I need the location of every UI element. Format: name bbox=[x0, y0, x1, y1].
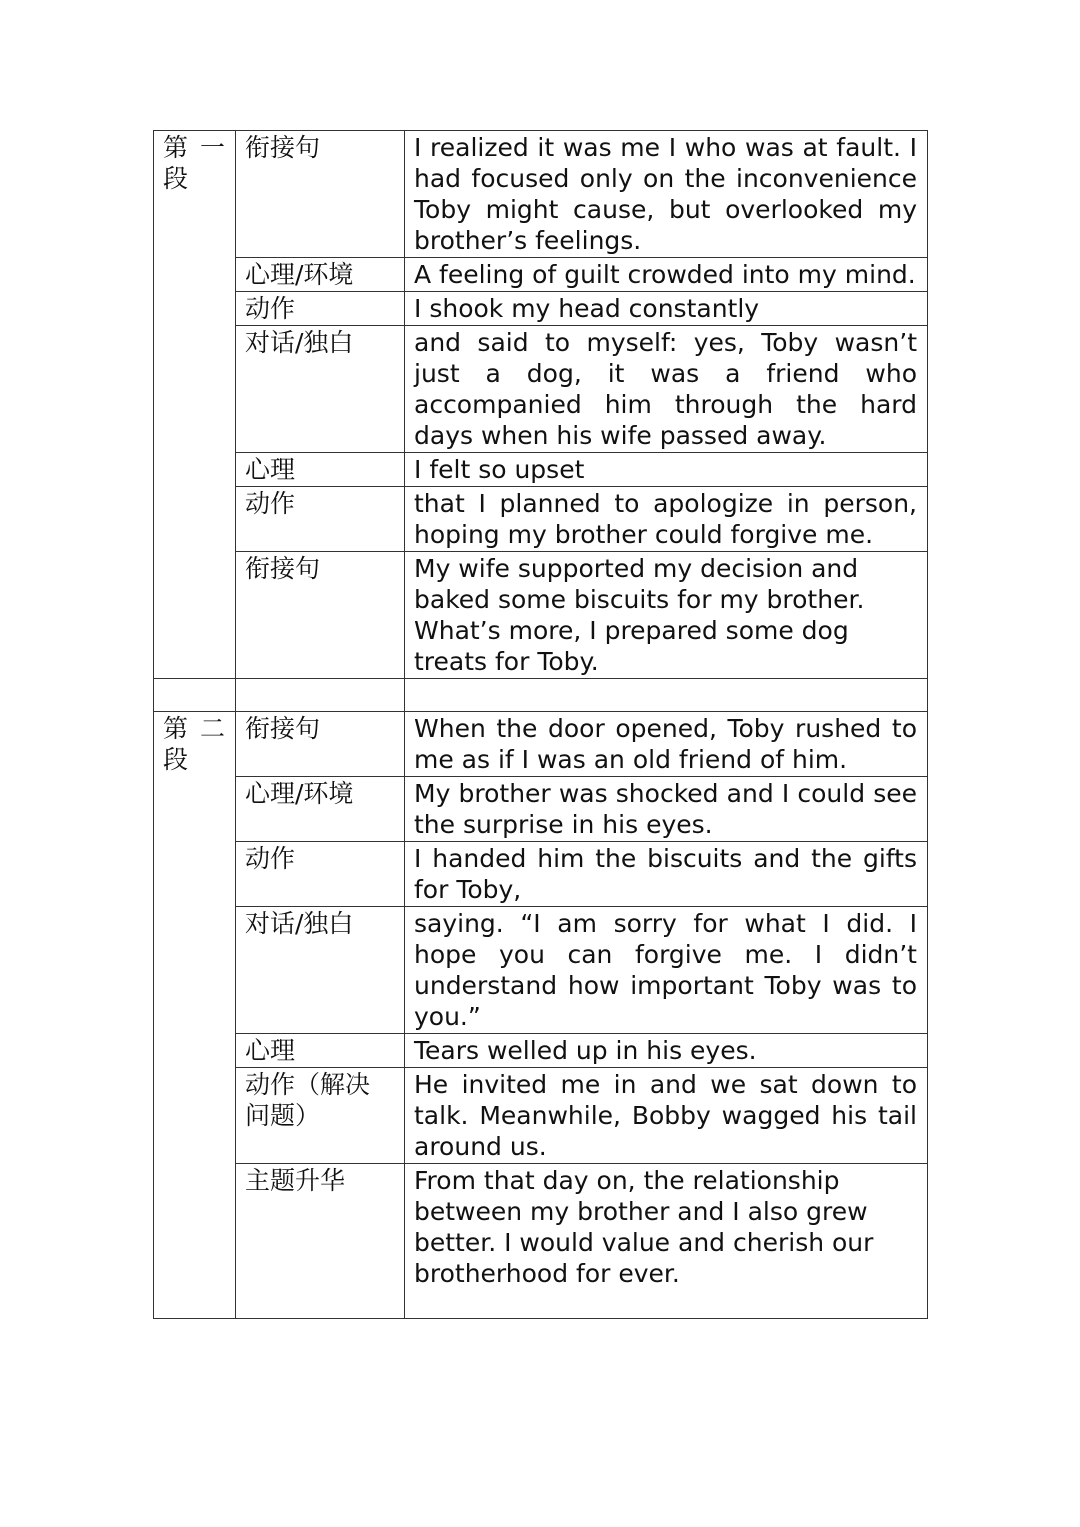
paragraph-label: 第 二 段 bbox=[154, 712, 236, 1319]
row-content: A feeling of guilt crowded into my mind. bbox=[405, 258, 928, 292]
row-type: 对话/独白 bbox=[236, 326, 405, 453]
table-row bbox=[154, 842, 928, 907]
table-row bbox=[154, 258, 928, 292]
row-content: Tears welled up in his eyes. bbox=[405, 1034, 928, 1068]
paragraph-label: 第 一 段 bbox=[154, 131, 236, 679]
blank-row bbox=[154, 679, 928, 712]
row-type: 心理/环境 bbox=[236, 258, 405, 292]
writing-outline-table bbox=[153, 130, 928, 1319]
table-row bbox=[154, 1034, 928, 1068]
table-row bbox=[154, 552, 928, 679]
table-row bbox=[154, 777, 928, 842]
row-content: that I planned to apologize in person, hoping my brother could forgive me. bbox=[405, 487, 928, 552]
row-type: 动作 bbox=[236, 292, 405, 326]
row-type: 心理 bbox=[236, 453, 405, 487]
blank-cell bbox=[405, 679, 928, 712]
row-type: 衔接句 bbox=[236, 131, 405, 258]
row-content: I realized it was me I who was at fault. I had focused only on the inconvenience Toby might cause, but overlooked my brother’s feelings. bbox=[405, 131, 928, 258]
row-content: I shook my head constantly bbox=[405, 292, 928, 326]
row-type: 心理 bbox=[236, 1034, 405, 1068]
row-content: When the door opened, Toby rushed to me as if I was an old friend of him. bbox=[405, 712, 928, 777]
row-type: 心理/环境 bbox=[236, 777, 405, 842]
row-type: 对话/独白 bbox=[236, 907, 405, 1034]
row-type: 衔接句 bbox=[236, 552, 405, 679]
table-row bbox=[154, 453, 928, 487]
row-content: I felt so upset bbox=[405, 453, 928, 487]
row-type: 动作（解决问题） bbox=[236, 1068, 405, 1164]
blank-cell bbox=[154, 679, 236, 712]
row-content: and said to myself: yes, Toby wasn’t just a dog, it was a friend who accompanied him through the hard days when his wife passed away. bbox=[405, 326, 928, 453]
row-type: 衔接句 bbox=[236, 712, 405, 777]
row-type: 动作 bbox=[236, 487, 405, 552]
row-type: 动作 bbox=[236, 842, 405, 907]
row-content: saying. “I am sorry for what I did. I hope you can forgive me. I didn’t understand how important Toby was to you.” bbox=[405, 907, 928, 1034]
table-row bbox=[154, 292, 928, 326]
table-row bbox=[154, 487, 928, 552]
table-row bbox=[154, 1164, 928, 1319]
blank-cell bbox=[236, 679, 405, 712]
table-row bbox=[154, 326, 928, 453]
row-content: My brother was shocked and I could see the surprise in his eyes. bbox=[405, 777, 928, 842]
row-content: He invited me in and we sat down to talk. Meanwhile, Bobby wagged his tail around us. bbox=[405, 1068, 928, 1164]
table-row bbox=[154, 907, 928, 1034]
table-row bbox=[154, 1068, 928, 1164]
table-row bbox=[154, 712, 928, 777]
row-content: My wife supported my decision and baked some biscuits for my brother. What’s more, I prepared some dog treats for Toby. bbox=[405, 552, 928, 679]
row-content: From that day on, the relationship between my brother and I also grew better. I would value and cherish our brotherhood for ever. bbox=[405, 1164, 928, 1319]
row-content: I handed him the biscuits and the gifts for Toby, bbox=[405, 842, 928, 907]
table-row bbox=[154, 131, 928, 258]
row-type: 主题升华 bbox=[236, 1164, 405, 1319]
